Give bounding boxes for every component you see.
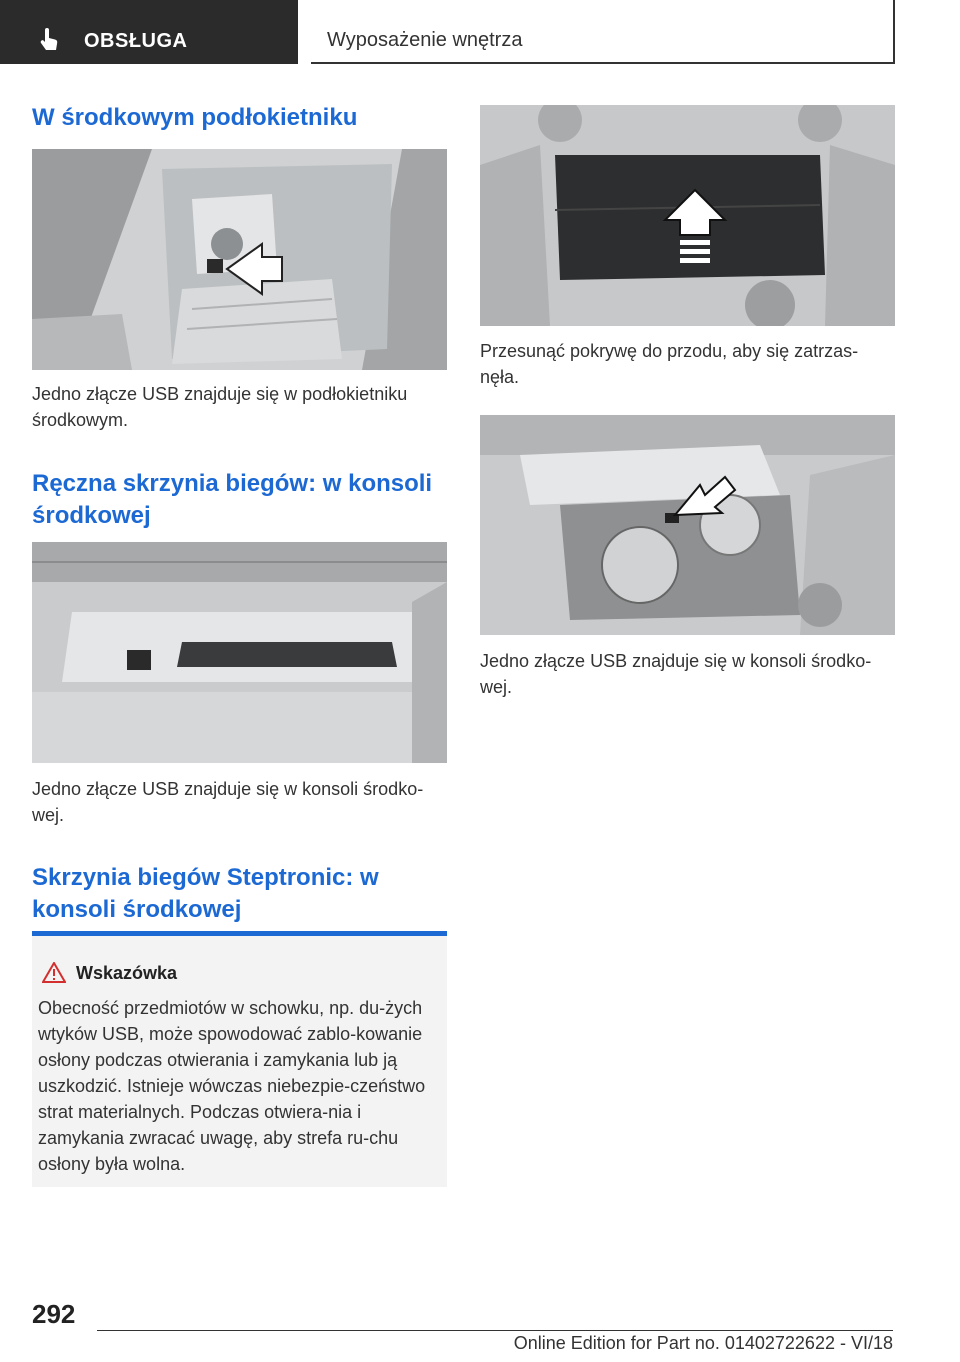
figure-slide-cover [480,105,895,326]
section-heading-manual: Ręczna skrzynia biegów: w konsoli środkowej [32,470,433,529]
figure-armrest-usb [32,149,447,370]
chapter-title: Wyposażenie wnętrza [327,29,523,51]
touch-hand-icon [38,28,60,52]
figure-manual-console-usb [32,542,447,763]
warning-triangle-icon [42,962,66,983]
chapter-header [311,0,895,64]
note-title: Wskazówka [76,963,178,983]
footer-edition: Online Edition for Part no. 01402722622 - VI/18 [513,1333,893,1353]
paragraph-slide-cover: Przesunąć pokrywę do przodu, aby się zatrzas-nęła. [480,341,859,387]
section-heading-steptronic: Skrzynia biegów Steptronic: w konsoli środkowej [32,864,379,923]
note-box [32,931,447,1187]
footer-divider [97,1330,893,1331]
paragraph-armrest-usb: Jedno złącze USB znajduje się w podłokietniku środkowym. [32,384,408,430]
page-number: 292 [32,1299,76,1329]
section-title: OBSŁUGA [84,30,188,52]
note-body: Obecność przedmiotów w schowku, np. du-żych wtyków USB, może spowodować zablo-kowanie osłony podczas otwierania i zamykania lub ją uszkodzić. Istnieje wówczas niebezpie-czeństwo strat materialnych. Podczas otwiera-nia i zamykania zwracać uwagę, aby strefa ru-chu osłony była wolna. [38,998,426,1174]
paragraph-manual-usb: Jedno złącze USB znajduje się w konsoli środko-wej. [32,779,424,825]
paragraph-steptronic-usb: Jedno złącze USB znajduje się w konsoli środko-wej. [480,651,872,697]
figure-steptronic-console-usb [480,415,895,635]
section-heading-armrest: W środkowym podłokietniku [32,104,358,131]
section-tab [0,0,298,64]
